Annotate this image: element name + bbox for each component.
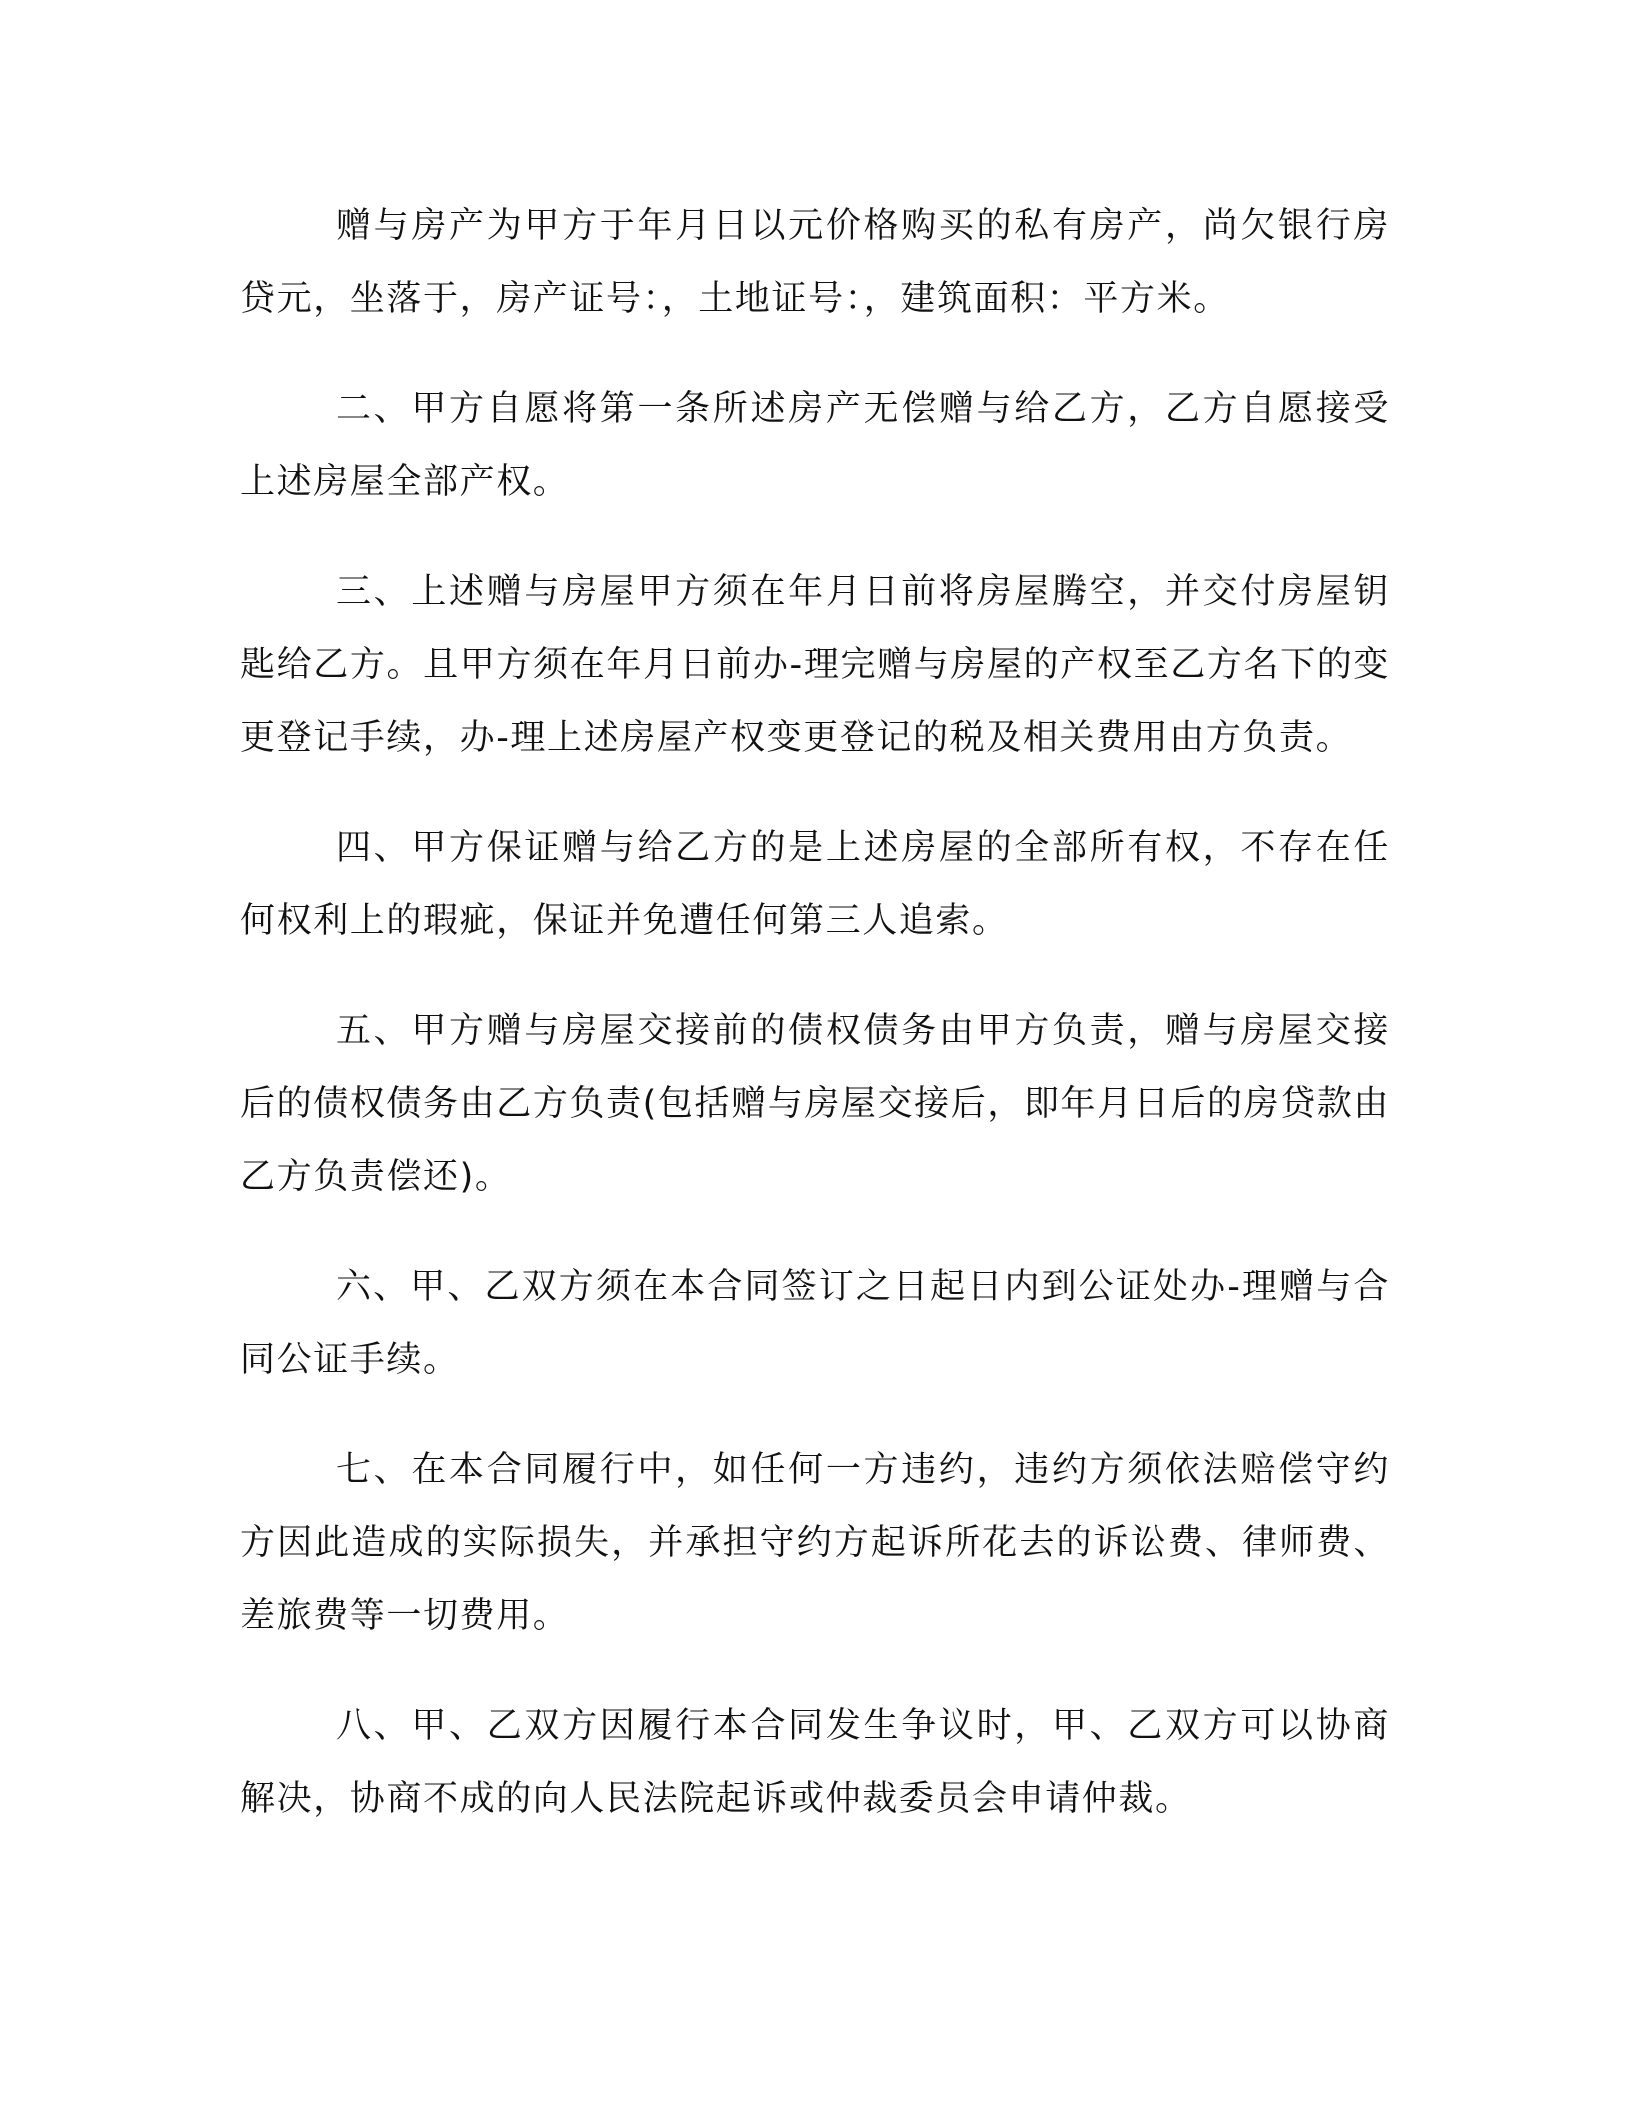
paragraph-gap <box>240 1653 1390 1690</box>
paragraph-clause-5: 五、甲方赠与房屋交接前的债权债务由甲方负责，赠与房屋交接后的债权债务由乙方负责(包括赠与房屋交接后，即年月日后的房贷款由乙方负责偿还)。 <box>240 1011 1390 1197</box>
paragraph-gap <box>240 519 1390 556</box>
paragraph-gap <box>240 1214 1390 1251</box>
document-body <box>240 190 1390 1836</box>
paragraph-gap <box>240 336 1390 373</box>
paragraph-clause-6: 六、甲、乙双方须在本合同签订之日起日内到公证处办-理赠与合同公证手续。 <box>240 1267 1390 1380</box>
paragraph-clause-2: 二、甲方自愿将第一条所述房产无偿赠与给乙方，乙方自愿接受上述房屋全部产权。 <box>240 389 1390 502</box>
paragraph-clause-4: 四、甲方保证赠与给乙方的是上述房屋的全部所有权，不存在任何权利上的瑕疵，保证并免遭任何第三人追索。 <box>240 828 1390 941</box>
paragraph-gap <box>240 775 1390 812</box>
paragraph-clause-3: 三、上述赠与房屋甲方须在年月日前将房屋腾空，并交付房屋钥匙给乙方。且甲方须在年月日前办-理完赠与房屋的产权至乙方名下的变更登记手续，办-理上述房屋产权变更登记的税及相关费用由方负责。 <box>240 572 1390 758</box>
paragraph-property-description: 赠与房产为甲方于年月日以元价格购买的私有房产，尚欠银行房贷元，坐落于，房产证号：，土地证号：，建筑面积：平方米。 <box>240 206 1390 319</box>
paragraph-clause-7: 七、在本合同履行中，如任何一方违约，违约方须依法赔偿守约方因此造成的实际损失，并承担守约方起诉所花去的诉讼费、律师费、差旅费等一切费用。 <box>240 1450 1390 1636</box>
paragraph-gap <box>240 958 1390 995</box>
paragraph-clause-8: 八、甲、乙双方因履行本合同发生争议时，甲、乙双方可以协商解决，协商不成的向人民法院起诉或仲裁委员会申请仲裁。 <box>240 1706 1390 1819</box>
paragraph-gap <box>240 1397 1390 1434</box>
